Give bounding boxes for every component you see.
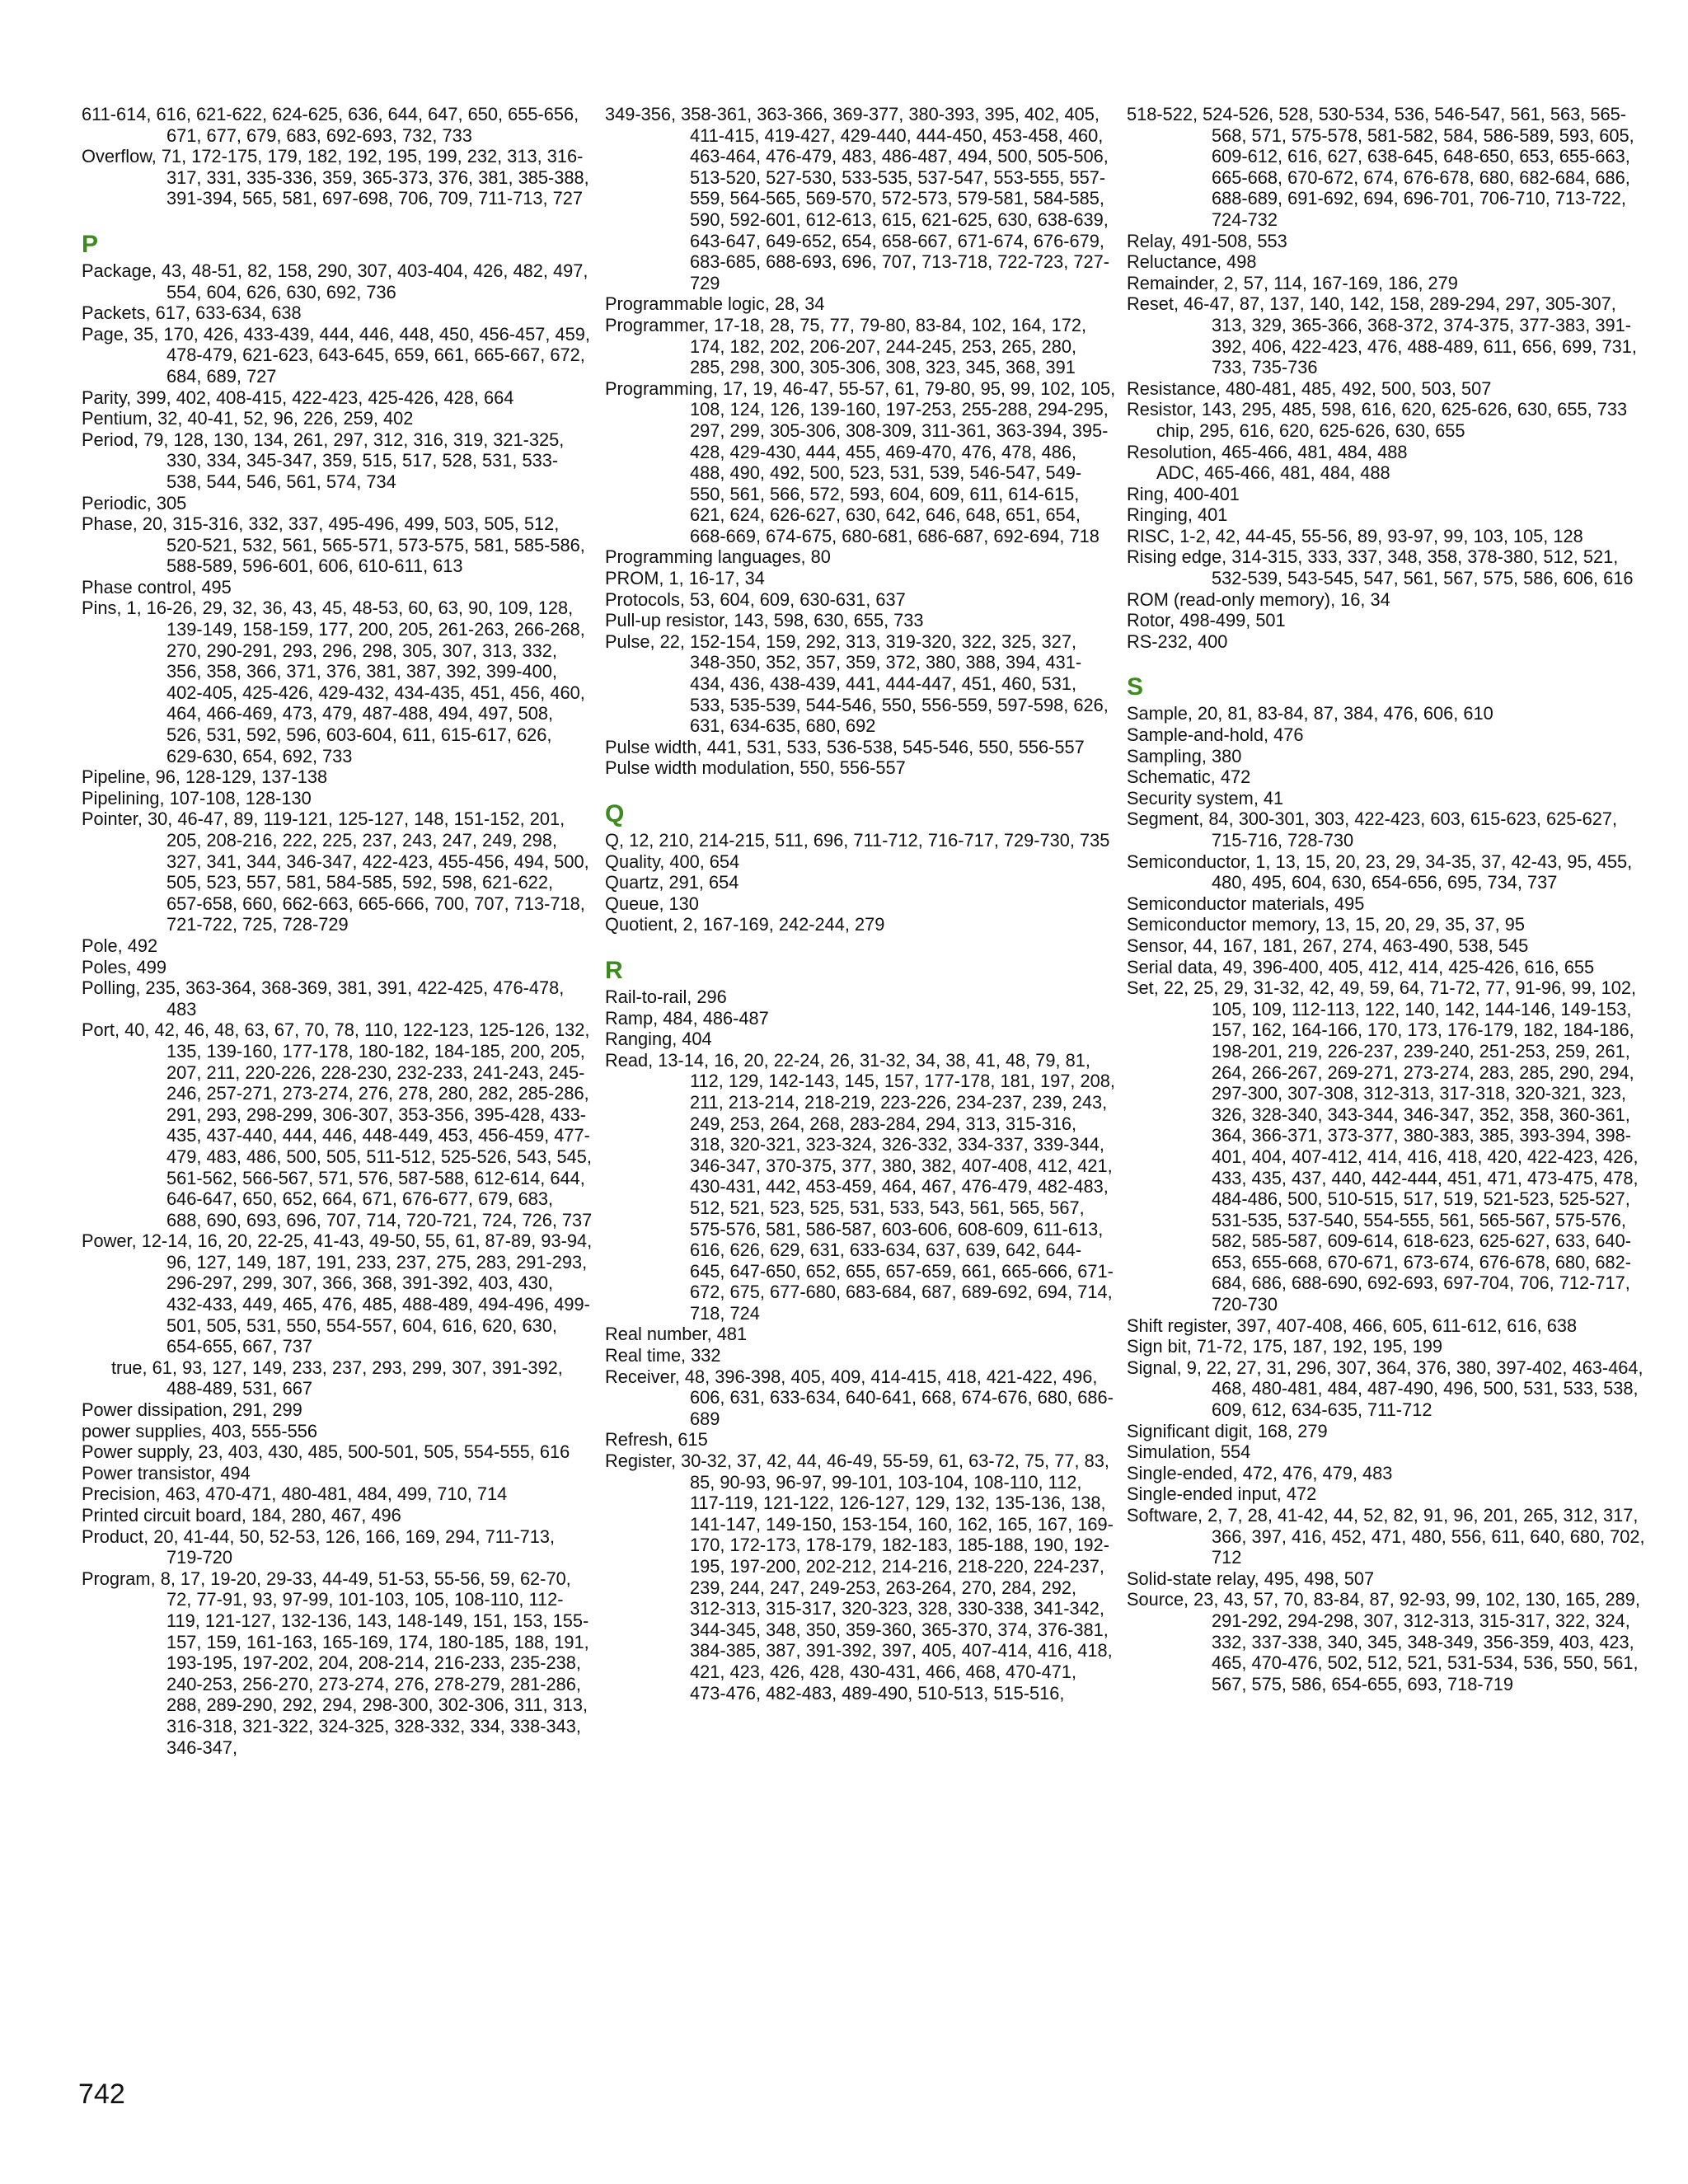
- index-entry: Serial data, 49, 396-400, 405, 412, 414, 425-426, 616, 655: [1127, 956, 1595, 977]
- index-entry-continuation: 518-522, 524-526, 528, 530-534, 536, 546-547, 561, 563, 565-568, 571, 575-578, 581-582, 584, 586-589, 593, 605, 609-612, 616, 627, 638-645, 648-650, 653, 655-663, 665-668, 670-672, 674, 676-678, 680, 682-684, 686, 688-689, 691-692, 694, 696-701, 706-710, 713-722, 724-732: [1127, 104, 1634, 230]
- index-entry: Shift register, 397, 407-408, 466, 605, 611-612, 616, 638: [1127, 1315, 1578, 1336]
- section-letter-p: P: [82, 230, 99, 258]
- index-entry: Ringing, 401: [1127, 504, 1228, 526]
- index-entry: Quality, 400, 654: [605, 851, 740, 872]
- index-entry: Pulse, 22, 152-154, 159, 292, 313, 319-320, 322, 325, 327, 348-350, 352, 357, 359, 372, 380, 388, 394, 431-434, 436, 438-439, 441, 444-447, 451, 460, 531, 533, 535-539, 544-546, 550, 556-559, 597-598, 626, 631, 634-635, 680, 692: [605, 630, 1109, 737]
- index-entry: Rising edge, 314-315, 333, 337, 348, 358, 378-380, 512, 521, 532-539, 543-545, 547, 561, 567, 575, 586, 606, 616: [1127, 546, 1634, 589]
- index-column-2: [605, 104, 1116, 1704]
- index-entry-continuation: 611-614, 616, 621-622, 624-625, 636, 644, 647, 650, 655-656, 671, 677, 679, 683, 692-693, 732, 733: [82, 104, 579, 146]
- index-entry: Overflow, 71, 172-175, 179, 182, 192, 195, 199, 232, 313, 316-317, 331, 335-336, 359, 365-373, 376, 381, 385-388, 391-394, 565, 581, 697-698, 706, 709, 711-713, 727: [82, 146, 589, 209]
- index-entry: Program, 8, 17, 19-20, 29-33, 44-49, 51-53, 55-56, 59, 62-70, 72, 77-91, 93, 97-99, 101-103, 105, 108-110, 112-119, 121-127, 132-136, 143, 148-149, 151, 153, 155-157, 159, 161-163, 165-169, 174, 180-185, 188, 191, 193-195, 197-202, 204, 208-214, 216-233, 235-238, 240-253, 256-270, 273-274, 276, 278-279, 281-286, 288, 289-290, 292, 294, 298-300, 302-306, 311, 313, 316-318, 321-322, 324-325, 328-332, 334, 338-343, 346-347,: [82, 1568, 589, 1758]
- index-entry: Schematic, 472: [1127, 766, 1251, 788]
- index-entry: Remainder, 2, 57, 114, 167-169, 186, 279: [1127, 272, 1458, 293]
- index-entry: Resolution, 465-466, 481, 484, 488: [1127, 441, 1408, 462]
- index-entry: power supplies, 403, 555-556: [82, 1420, 317, 1441]
- index-entry: Signal, 9, 22, 27, 31, 296, 307, 364, 376, 380, 397-402, 463-464, 468, 480-481, 484, 487-490, 496, 500, 531, 533, 538, 609, 612, 634-635, 711-712: [1127, 1357, 1643, 1421]
- index-entry: Relay, 491-508, 553: [1127, 230, 1287, 251]
- index-entry: RS-232, 400: [1127, 630, 1228, 652]
- index-entry: Poles, 499: [82, 956, 167, 977]
- index-entry: Sample, 20, 81, 83-84, 87, 384, 476, 606, 610: [1127, 703, 1493, 724]
- index-entry: Reluctance, 498: [1127, 251, 1257, 273]
- index-subentry: ADC, 465-466, 481, 484, 488: [1156, 462, 1390, 484]
- index-entry: Pipelining, 107-108, 128-130: [82, 787, 312, 808]
- index-entry: ROM (read-only memory), 16, 34: [1127, 588, 1390, 610]
- index-entry: Page, 35, 170, 426, 433-439, 444, 446, 448, 450, 456-457, 459, 478-479, 621-623, 643-645, 659, 661, 665-667, 672, 684, 689, 727: [82, 323, 590, 387]
- index-entry: Power, 12-14, 16, 20, 22-25, 41-43, 49-50, 55, 61, 87-89, 93-94, 96, 127, 149, 187, 191, 233, 237, 275, 283, 291-293, 296-297, 299, 307, 366, 368, 391-392, 403, 430, 432-433, 449, 465, 476, 485, 488-489, 494-496, 499-501, 505, 531, 550, 554-557, 604, 616, 620, 630, 654-655, 667, 737: [82, 1230, 593, 1357]
- index-entry: Significant digit, 168, 279: [1127, 1420, 1328, 1441]
- index-entry: Single-ended, 472, 476, 479, 483: [1127, 1462, 1393, 1483]
- index-entry: Queue, 130: [605, 893, 699, 914]
- index-entry: Power supply, 23, 403, 430, 485, 500-501, 505, 554-555, 616: [82, 1441, 570, 1463]
- index-entry: Semiconductor memory, 13, 15, 20, 29, 35, 37, 95: [1127, 914, 1526, 935]
- index-entry: Real time, 332: [605, 1345, 721, 1366]
- index-entry: Pulse width modulation, 550, 556-557: [605, 757, 906, 779]
- index-entry: Programming, 17, 19, 46-47, 55-57, 61, 79-80, 95, 99, 102, 105, 108, 124, 126, 139-160, 197-253, 255-288, 294-295, 297, 299, 305-306, 308-309, 311-361, 363-394, 395-428, 429-430, 444, 455, 469-470, 476, 478, 486, 488, 490, 492, 500, 523, 531, 539, 546-547, 549-550, 561, 566, 572, 593, 604, 609, 611, 614-615, 621, 624, 626-627, 630, 642, 646, 648, 651, 654, 668-669, 674-675, 680-681, 686-687, 692-694, 718: [605, 377, 1116, 546]
- index-entry: Simulation, 554: [1127, 1441, 1251, 1463]
- index-entry-continuation: 349-356, 358-361, 363-366, 369-377, 380-393, 395, 402, 405, 411-415, 419-427, 429-440, 444-450, 453-458, 460, 463-464, 476-479, 483, 486-487, 494, 500, 505-506, 513-520, 527-530, 533-535, 537-547, 553-555, 557-559, 564-565, 569-570, 572-573, 579-581, 584-585, 590, 592-601, 612-613, 615, 621-625, 630, 638-639, 643-647, 649-652, 654, 658-667, 671-674, 676-679, 683-685, 688-693, 696, 707, 713-718, 722-723, 727-729: [605, 104, 1110, 293]
- index-column-1: [82, 104, 593, 1758]
- index-entry: Polling, 235, 363-364, 368-369, 381, 391, 422-425, 476-478, 483: [82, 977, 565, 1019]
- index-entry: Security system, 41: [1127, 787, 1284, 808]
- index-subentry: true, 61, 93, 127, 149, 233, 237, 293, 299, 307, 391-392, 488-489, 531, 667: [111, 1357, 563, 1399]
- index-entry: Rail-to-rail, 296: [605, 986, 727, 1007]
- index-entry: Pentium, 32, 40-41, 52, 96, 226, 259, 402: [82, 408, 414, 429]
- index-entry: Sampling, 380: [1127, 745, 1242, 766]
- index-entry: Pipeline, 96, 128-129, 137-138: [82, 766, 328, 788]
- index-entry: Reset, 46-47, 87, 137, 140, 142, 158, 289-294, 297, 305-307, 313, 329, 365-366, 368-372, 374-375, 377-383, 391-392, 406, 422-423, 476, 488-489, 611, 656, 699, 731, 733, 735-736: [1127, 293, 1637, 378]
- index-entry: PROM, 1, 16-17, 34: [605, 568, 765, 589]
- index-entry: Refresh, 615: [605, 1429, 708, 1451]
- index-entry: Sensor, 44, 167, 181, 267, 274, 463-490, 538, 545: [1127, 935, 1529, 956]
- index-entry: Pointer, 30, 46-47, 89, 119-121, 125-127, 148, 151-152, 201, 205, 208-216, 222, 225, 237, 243, 247, 249, 298, 327, 341, 344, 346-347, 422-423, 455-456, 494, 500, 505, 523, 557, 581, 584-585, 592, 598, 621-622, 657-658, 660, 662-663, 665-666, 700, 707, 713-718, 721-722, 725, 728-729: [82, 808, 589, 935]
- index-entry: Source, 23, 43, 57, 70, 83-84, 87, 92-93, 99, 102, 130, 165, 289, 291-292, 294-298, 307, 312-313, 315-317, 322, 324, 332, 337-338, 340, 345, 348-349, 356-359, 403, 423, 465, 470-476, 502, 512, 521, 531-534, 536, 550, 561, 567, 575, 586, 654-655, 693, 718-719: [1127, 1589, 1640, 1694]
- index-entry: Power dissipation, 291, 299: [82, 1399, 302, 1421]
- section-letter-r: R: [605, 956, 623, 984]
- index-entry: Resistor, 143, 295, 485, 598, 616, 620, 625-626, 630, 655, 733: [1127, 399, 1628, 420]
- index-entry: RISC, 1-2, 42, 44-45, 55-56, 89, 93-97, 99, 103, 105, 128: [1127, 525, 1583, 546]
- index-entry: Ranging, 404: [605, 1029, 712, 1050]
- index-entry: Phase control, 495: [82, 576, 232, 598]
- index-entry: Sample-and-hold, 476: [1127, 724, 1304, 746]
- index-entry: Quartz, 291, 654: [605, 872, 739, 893]
- index-column-3: [1127, 104, 1654, 1694]
- index-entry: Ramp, 484, 486-487: [605, 1007, 769, 1029]
- section-letter-q: Q: [605, 800, 625, 827]
- index-entry: Period, 79, 128, 130, 134, 261, 297, 312, 316, 319, 321-325, 330, 334, 345-347, 359, 515, 517, 528, 531, 533-538, 544, 546, 561, 574, 734: [82, 429, 565, 492]
- index-entry: Read, 13-14, 16, 20, 22-24, 26, 31-32, 34, 38, 41, 48, 79, 81, 112, 129, 142-143, 145, 157, 177-178, 181, 197, 208, 211, 213-214, 218-219, 223-226, 234-237, 239, 243, 249, 253, 264, 268, 283-284, 294, 313, 315-316, 318, 320-321, 323-324, 326-332, 334-337, 339-344, 346-347, 370-375, 377, 380, 382, 407-408, 412, 421, 430-431, 442, 453-459, 464, 467, 476-479, 482-483, 512, 521, 523, 525, 531, 533, 543, 561, 565, 567, 575-576, 581, 586-587, 603-606, 608-609, 611-613, 616, 626, 629, 631, 633-634, 637, 639, 642, 644-645, 647-650, 652, 655, 657-659, 661, 665-666, 671-672, 675, 677-680, 683-684, 687, 689-692, 694, 714, 718, 724: [605, 1049, 1115, 1324]
- index-entry: Solid-state relay, 495, 498, 507: [1127, 1568, 1375, 1589]
- page-number: 742: [78, 2079, 125, 2110]
- index-entry: Quotient, 2, 167-169, 242-244, 279: [605, 914, 885, 935]
- index-entry: Real number, 481: [605, 1324, 748, 1345]
- index-entry: Port, 40, 42, 46, 48, 63, 67, 70, 78, 110, 122-123, 125-126, 132, 135, 139-160, 177-178, 180-182, 184-185, 200, 205, 207, 211, 220-226, 228-230, 232-233, 241-243, 245-246, 257-271, 273-274, 276, 278, 280, 282, 285-286, 291, 293, 298-299, 306-307, 353-356, 395-428, 433-435, 437-440, 444, 446, 448-449, 453, 456-459, 477-479, 483, 486, 500, 505, 511-512, 525-526, 543, 545, 561-562, 566-567, 571, 576, 587-588, 612-614, 644, 646-647, 650, 652, 664, 671, 676-677, 679, 683, 688, 690, 693, 696, 707, 714, 720-721, 724, 726, 737: [82, 1019, 593, 1230]
- index-entry: Programming languages, 80: [605, 546, 831, 568]
- index-entry: Programmable logic, 28, 34: [605, 293, 825, 315]
- index-subentry: chip, 295, 616, 620, 625-626, 630, 655: [1156, 419, 1465, 441]
- index-entry: Precision, 463, 470-471, 480-481, 484, 499, 710, 714: [82, 1483, 508, 1505]
- index-entry: Periodic, 305: [82, 492, 187, 513]
- section-letter-s: S: [1127, 673, 1144, 701]
- index-entry: Rotor, 498-499, 501: [1127, 610, 1286, 631]
- index-entry: Resistance, 480-481, 485, 492, 500, 503, 507: [1127, 377, 1492, 399]
- index-entry: Set, 22, 25, 29, 31-32, 42, 49, 59, 64, 71-72, 77, 91-96, 99, 102, 105, 109, 112-113, 122, 140, 142, 144-146, 149-153, 157, 162, 164-166, 170, 173, 176-179, 182, 184-186, 198-201, 219, 226-237, 239-240, 251-253, 259, 261, 264, 266-267, 269-271, 273-274, 283, 285, 290, 294, 297-300, 307-308, 312-313, 317-318, 320-321, 323, 326, 328-340, 343-344, 346-347, 352, 358, 360-361, 364, 366-371, 373-377, 380-383, 385, 393-394, 398-401, 404, 407-412, 414, 416, 418, 420, 422-423, 426, 433, 435, 437, 440, 442-444, 451, 471, 473-475, 478, 484-486, 500, 510-515, 517, 519, 521-523, 525-527, 531-535, 537-540, 554-555, 561, 565-567, 575-576, 582, 585-587, 609-614, 618-623, 625-627, 633, 640-653, 655-668, 670-671, 673-674, 676-678, 680, 682-684, 686, 688-690, 692-693, 697-704, 706, 712-717, 720-730: [1127, 977, 1639, 1315]
- index-entry: Ring, 400-401: [1127, 483, 1240, 504]
- index-entry: Register, 30-32, 37, 42, 44, 46-49, 55-59, 61, 63-72, 75, 77, 83, 85, 90-93, 96-97, 99-101, 103-104, 108-110, 112, 117-119, 121-122, 126-127, 129, 132, 135-136, 138, 141-147, 149-150, 153-154, 160, 162, 165, 167, 169-170, 172-173, 178-179, 182-183, 185-188, 190, 192-195, 197-200, 202-212, 214-216, 218-220, 224-237, 239, 244, 247, 249-253, 263-264, 270, 284, 292, 312-313, 315-317, 320-323, 328, 330-338, 341-342, 344-345, 348, 350, 359-360, 365-370, 374, 376-381, 384-385, 387, 391-392, 397, 405, 407-414, 416, 418, 421, 423, 426, 428, 430-431, 466, 468, 470-471, 473-476, 482-483, 489-490, 510-513, 515-516,: [605, 1451, 1114, 1704]
- index-entry: Receiver, 48, 396-398, 405, 409, 414-415, 418, 421-422, 496, 606, 631, 633-634, 640-641, 668, 674-676, 680, 686-689: [605, 1366, 1114, 1429]
- index-entry: Parity, 399, 402, 408-415, 422-423, 425-426, 428, 664: [82, 387, 514, 408]
- index-entry: Packets, 617, 633-634, 638: [82, 302, 302, 324]
- index-entry: Package, 43, 48-51, 82, 158, 290, 307, 403-404, 426, 482, 497, 554, 604, 626, 630, 692, 736: [82, 260, 588, 302]
- index-entry: Phase, 20, 315-316, 332, 337, 495-496, 499, 503, 505, 512, 520-521, 532, 561, 565-571, 573-575, 581, 585-586, 588-589, 596-601, 606, 610-611, 613: [82, 513, 585, 577]
- index-entry: Q, 12, 210, 214-215, 511, 696, 711-712, 716-717, 729-730, 735: [605, 830, 1110, 851]
- index-entry: Product, 20, 41-44, 50, 52-53, 126, 166, 169, 294, 711-713, 719-720: [82, 1526, 556, 1568]
- index-entry: Printed circuit board, 184, 280, 467, 496: [82, 1505, 401, 1526]
- index-entry: Pole, 492: [82, 935, 158, 956]
- index-entry: Semiconductor, 1, 13, 15, 20, 23, 29, 34-35, 37, 42-43, 95, 455, 480, 495, 604, 630, 654-656, 695, 734, 737: [1127, 851, 1633, 893]
- index-entry: Pull-up resistor, 143, 598, 630, 655, 733: [605, 610, 924, 631]
- index-entry: Programmer, 17-18, 28, 75, 77, 79-80, 83-84, 102, 164, 172, 174, 182, 202, 206-207, 244-245, 253, 265, 280, 285, 298, 300, 305-306, 308, 323, 345, 368, 391: [605, 314, 1087, 378]
- index-entry: Protocols, 53, 604, 609, 630-631, 637: [605, 588, 906, 610]
- index-entry: Semiconductor materials, 495: [1127, 893, 1365, 914]
- index-entry: Pins, 1, 16-26, 29, 32, 36, 43, 45, 48-53, 60, 63, 90, 109, 128, 139-149, 158-159, 177, 200, 205, 261-263, 266-268, 270, 290-291, 293, 296, 298, 305, 307, 313, 332, 356, 358, 366, 371, 376, 381, 387, 392, 399-400, 402-405, 425-426, 429-432, 434-435, 451, 456, 460, 464, 466-469, 473, 479, 487-488, 494, 497, 508, 526, 531, 592, 596, 603-604, 611, 615-617, 626, 629-630, 654, 692, 733: [82, 598, 585, 766]
- index-entry: Sign bit, 71-72, 175, 187, 192, 195, 199: [1127, 1336, 1442, 1357]
- index-entry: Segment, 84, 300-301, 303, 422-423, 603, 615-623, 625-627, 715-716, 728-730: [1127, 808, 1618, 851]
- index-entry: Single-ended input, 472: [1127, 1483, 1317, 1505]
- index-entry: Software, 2, 7, 28, 41-42, 44, 52, 82, 91, 96, 201, 265, 312, 317, 366, 397, 416, 452, 471, 480, 556, 611, 640, 680, 702, 712: [1127, 1505, 1645, 1568]
- index-entry: Pulse width, 441, 531, 533, 536-538, 545-546, 550, 556-557: [605, 736, 1085, 757]
- index-entry: Power transistor, 494: [82, 1462, 251, 1483]
